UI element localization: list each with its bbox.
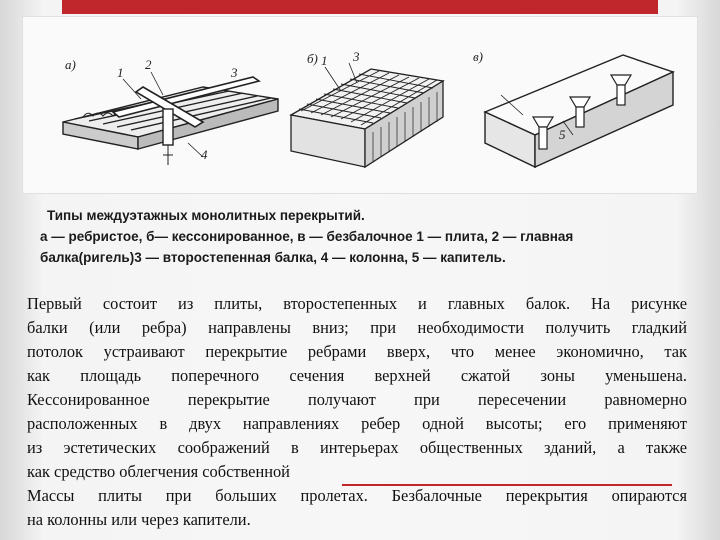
figure-caption	[40, 205, 690, 268]
label-1: 1	[117, 65, 124, 80]
caption-line-2: а — ребристое, б— кессонированное, в — безбалочное 1 — плита, 2 — главная	[40, 229, 574, 244]
drawing-a-ribbed	[63, 72, 278, 165]
body-line: из эстетических соображений в интерьерах общественных зданий, а также	[27, 438, 687, 457]
label-2: 2	[145, 57, 152, 72]
label-5: 5	[559, 127, 566, 142]
top-accent-bar	[62, 0, 658, 14]
label-3b: 3	[353, 49, 360, 64]
label-v: в)	[473, 49, 483, 64]
body-line: потолок устраивают перекрытие ребрами вверх, что менее экономично, так	[27, 342, 687, 361]
body-line: балки (или ребра) направлены вниз; при необходимости получить гладкий	[27, 318, 687, 337]
body-line: как средство облегчения собственной	[27, 462, 290, 481]
label-4: 4	[201, 147, 208, 162]
body-line: Кессонированное перекрытие получают при пересечении равномерно	[27, 390, 687, 409]
label-a: а)	[65, 57, 76, 72]
body-line: Массы плиты при больших пролетах. Безбалочные перекрытия опираются	[27, 486, 687, 505]
body-paragraph	[27, 292, 687, 532]
floor-types-drawing	[23, 17, 699, 195]
body-line: как площадь поперечного сечения верхней сжатой зоны уменьшена.	[27, 366, 687, 385]
caption-line-3: балка(ригель)3 — второстепенная балка, 4 — колонна, 5 — капитель.	[40, 250, 506, 265]
label-1b: 1	[321, 53, 328, 68]
label-b: б)	[307, 51, 318, 66]
figure-panel	[22, 16, 698, 194]
body-line: на колонны или через капители.	[27, 510, 251, 529]
red-divider-line	[342, 484, 672, 486]
body-line: расположенных в двух направлениях ребер одной высоты; его применяют	[27, 414, 687, 433]
drawing-c-beamless	[485, 55, 673, 167]
label-3: 3	[231, 65, 238, 80]
drawing-b-coffered	[291, 63, 443, 167]
caption-title: Типы междуэтажных монолитных перекрытий.	[47, 208, 365, 223]
body-line: Первый состоит из плиты, второстепенных и главных балок. На рисунке	[27, 294, 687, 313]
